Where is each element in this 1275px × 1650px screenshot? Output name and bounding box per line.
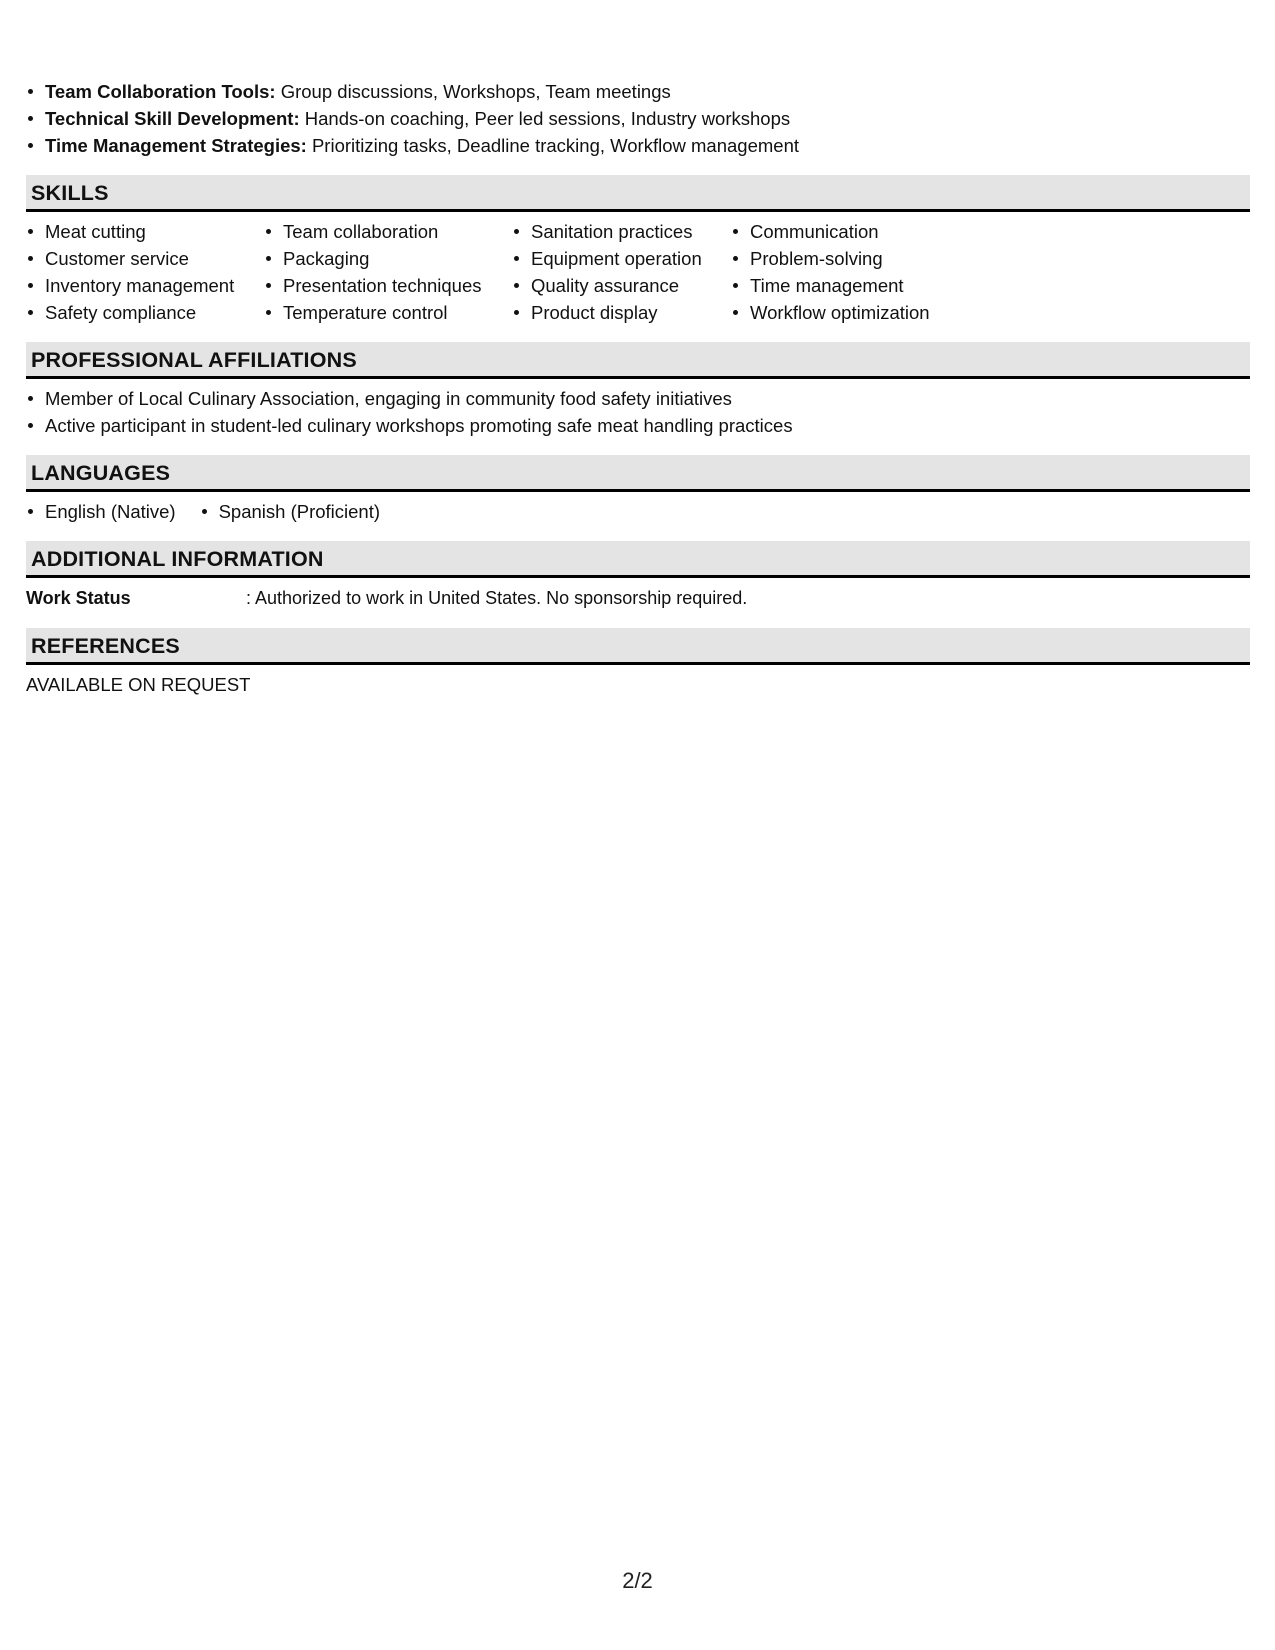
item-text: Hands-on coaching, Peer led sessions, Industry workshops bbox=[299, 108, 791, 129]
skills-column bbox=[731, 218, 971, 326]
item-text: Prioritizing tasks, Deadline tracking, Workflow management bbox=[306, 135, 799, 156]
skill-item: Packaging bbox=[264, 245, 512, 272]
affiliations-header bbox=[26, 342, 1250, 379]
resume-page bbox=[26, 78, 1250, 699]
skill-item: Communication bbox=[731, 218, 971, 245]
section-title: LANGUAGES bbox=[31, 461, 171, 485]
skill-item: Presentation techniques bbox=[264, 272, 512, 299]
work-status-label: Work Status bbox=[26, 588, 131, 608]
item-text: Group discussions, Workshops, Team meetings bbox=[275, 81, 671, 102]
section-title: SKILLS bbox=[31, 181, 109, 205]
skill-item: Safety compliance bbox=[26, 299, 264, 326]
item-label: Time Management Strategies: bbox=[45, 135, 307, 156]
item-label: Technical Skill Development: bbox=[45, 108, 300, 129]
references-header bbox=[26, 628, 1250, 665]
work-status-value: : Authorized to work in United States. No sponsorship required. bbox=[246, 588, 748, 608]
skills-header bbox=[26, 175, 1250, 212]
skill-item: Quality assurance bbox=[512, 272, 731, 299]
skill-item: Equipment operation bbox=[512, 245, 731, 272]
skill-item: Team collaboration bbox=[264, 218, 512, 245]
affiliations-body bbox=[26, 379, 1250, 439]
additional-info-header bbox=[26, 541, 1250, 578]
languages-body bbox=[26, 492, 1250, 525]
skills-grid bbox=[26, 212, 1250, 326]
work-status-row bbox=[26, 584, 1250, 612]
skills-column bbox=[264, 218, 512, 326]
skill-item: Problem-solving bbox=[731, 245, 971, 272]
development-list bbox=[26, 78, 1250, 159]
skill-item: Sanitation practices bbox=[512, 218, 731, 245]
language-item: English (Native) bbox=[26, 498, 176, 525]
page-number: 2/2 bbox=[622, 1568, 653, 1593]
skills-column bbox=[26, 218, 264, 326]
skills-column bbox=[512, 218, 731, 326]
list-item bbox=[26, 78, 1250, 105]
item-label: Team Collaboration Tools: bbox=[45, 81, 276, 102]
list-item bbox=[26, 132, 1250, 159]
language-item: Spanish (Proficient) bbox=[200, 498, 380, 525]
list-item bbox=[26, 105, 1250, 132]
skill-item: Workflow optimization bbox=[731, 299, 971, 326]
skill-item: Temperature control bbox=[264, 299, 512, 326]
list-item: Member of Local Culinary Association, engaging in community food safety initiatives bbox=[26, 385, 1250, 412]
languages-list bbox=[26, 498, 1250, 525]
section-title: ADDITIONAL INFORMATION bbox=[31, 547, 324, 571]
skill-item: Product display bbox=[512, 299, 731, 326]
affiliations-list bbox=[26, 385, 1250, 439]
skill-item: Meat cutting bbox=[26, 218, 264, 245]
languages-header bbox=[26, 455, 1250, 492]
section-title: REFERENCES bbox=[31, 634, 180, 658]
list-item: Active participant in student-led culinary workshops promoting safe meat handling practices bbox=[26, 412, 1250, 439]
references-text: AVAILABLE ON REQUEST bbox=[26, 674, 251, 695]
additional-info-body bbox=[26, 578, 1250, 612]
skill-item: Inventory management bbox=[26, 272, 264, 299]
skill-item: Customer service bbox=[26, 245, 264, 272]
skill-item: Time management bbox=[731, 272, 971, 299]
section-title: PROFESSIONAL AFFILIATIONS bbox=[31, 348, 357, 372]
references-body bbox=[26, 665, 1250, 699]
